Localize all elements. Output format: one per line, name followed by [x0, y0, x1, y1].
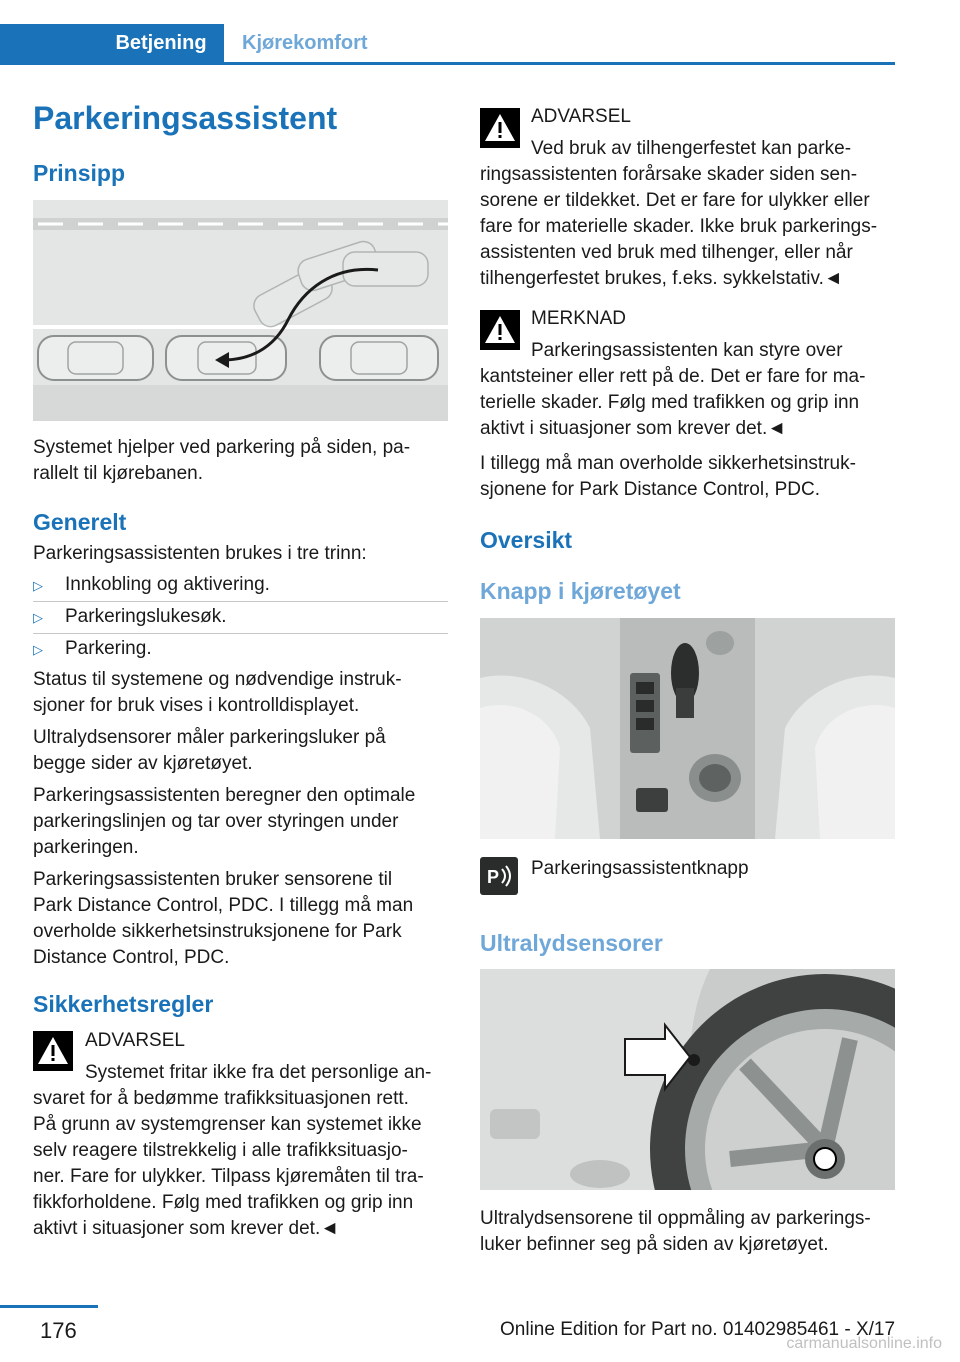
divider — [33, 633, 448, 634]
heading-knapp-i-kjoretoyet: Knapp i kjøretøyet — [480, 578, 681, 604]
general-intro: Parkeringsassistenten brukes i tre trinn: — [33, 543, 367, 564]
page-number: 176 — [40, 1318, 77, 1343]
warning-2-line-4: fare for materielle skader. Ikke bruk parkerings- — [480, 216, 878, 237]
warning-1-line-4: selv reagere tilstrekkelig i alle trafikksituasjo- — [33, 1140, 408, 1161]
tab-betjening[interactable]: Betjening — [98, 24, 224, 62]
general-p3-line-1: Parkeringsassistenten beregner den optimale — [33, 785, 416, 806]
extra-line-2: sjonene for Park Distance Control, PDC. — [480, 479, 821, 500]
heading-ultralydsensorer: Ultralydsensorer — [480, 930, 663, 956]
warning-2-title: ADVARSEL — [531, 106, 631, 127]
general-p2-line-1: Ultralydsensorer måler parkeringsluker på — [33, 727, 386, 748]
ultrasonic-sensor-photo — [480, 969, 895, 1190]
park-assist-button-icon — [480, 857, 518, 895]
general-p4-line-2: Park Distance Control, PDC. I tillegg må man — [33, 895, 414, 916]
warning-icon — [480, 310, 520, 350]
parking-principle-illustration — [33, 200, 448, 421]
tab-left-bar — [0, 24, 98, 62]
principle-caption-line-1: Systemet hjelper ved parkering på siden, pa- — [33, 437, 411, 458]
warning-1-title: ADVARSEL — [85, 1030, 185, 1051]
note-line-4: aktivt i situasjoner som krever det.◄ — [480, 418, 787, 439]
note-line-1: Parkeringsassistenten kan styre over — [531, 340, 843, 361]
warning-1-line-5: ner. Fare for ulykker. Tilpass kjøremåten til tra- — [33, 1166, 424, 1187]
console-button-photo — [480, 618, 895, 839]
warning-2-line-1: Ved bruk av tilhengerfestet kan parke- — [531, 138, 852, 159]
heading-sikkerhetsregler: Sikkerhetsregler — [33, 991, 214, 1017]
edition-text: Online Edition for Part no. 01402985461 - X/17 — [500, 1319, 896, 1340]
warning-1-line-2: svaret for å bedømme trafikksituasjonen rett. — [33, 1088, 409, 1109]
warning-1-line-3: På grunn av systemgrenser kan systemet ikke — [33, 1114, 422, 1135]
general-p2-line-2: begge sider av kjøretøyet. — [33, 753, 253, 774]
general-p3-line-3: parkeringen. — [33, 837, 139, 858]
list-item-label: Parkeringslukesøk. — [65, 606, 227, 627]
general-p1-line-1: Status til systemene og nødvendige instruk- — [33, 669, 402, 690]
principle-caption-line-2: rallelt til kjørebanen. — [33, 463, 204, 484]
list-item — [33, 604, 227, 631]
heading-oversikt: Oversikt — [480, 527, 573, 553]
list-item — [33, 636, 152, 663]
general-p4-line-4: Distance Control, PDC. — [33, 947, 230, 968]
list-item-label: Innkobling og aktivering. — [65, 574, 270, 595]
note-line-2: kantsteiner eller rett på de. Det er fare for ma- — [480, 366, 866, 387]
tab-kjorekomfort[interactable]: Kjørekomfort — [242, 32, 368, 54]
sensors-caption-line-2: luker befinner seg på siden av kjøretøyet. — [480, 1234, 829, 1255]
watermark: carmanualsonline.info — [786, 1335, 942, 1352]
warning-2-line-6: tilhengerfestet brukes, f.eks. sykkelstativ.◄ — [480, 268, 843, 289]
warning-icon — [33, 1031, 73, 1071]
warning-2-line-3: sorene er tildekket. Det er fare for ulykker eller — [480, 190, 870, 211]
warning-1-line-6: fikkforholdene. Følg med trafikken og grip inn — [33, 1192, 414, 1213]
general-p3-line-2: parkeringslinjen og tar over styringen under — [33, 811, 399, 832]
park-assist-button-label: Parkeringsassistentknapp — [531, 858, 749, 879]
heading-generelt: Generelt — [33, 509, 127, 535]
divider — [33, 601, 448, 602]
heading-prinsipp: Prinsipp — [33, 160, 126, 186]
bullet-triangle-icon: ▷ — [33, 578, 43, 593]
warning-1-line-1: Systemet fritar ikke fra det personlige an- — [85, 1062, 432, 1083]
svg-text:P: P — [487, 867, 500, 887]
warning-2-line-2: ringsassistenten forårsake skader siden sen- — [480, 164, 858, 185]
bullet-triangle-icon: ▷ — [33, 642, 43, 657]
page-title: Parkeringsassistent — [33, 100, 338, 136]
warning-2-line-5: assistenten ved bruk med tilhenger, eller når — [480, 242, 853, 263]
general-p4-line-1: Parkeringsassistenten bruker sensorene til — [33, 869, 393, 890]
bullet-triangle-icon: ▷ — [33, 610, 43, 625]
warning-icon — [480, 108, 520, 148]
list-item-label: Parkering. — [65, 638, 152, 659]
warning-1-line-7: aktivt i situasjoner som krever det.◄ — [33, 1218, 340, 1239]
general-p4-line-3: overholde sikkerhetsinstruksjonene for Park — [33, 921, 402, 942]
extra-line-1: I tillegg må man overholde sikkerhetsinstruk- — [480, 453, 856, 474]
footer-rule — [0, 1305, 98, 1308]
general-p1-line-2: sjoner for bruk vises i kontrolldisplayet. — [33, 695, 360, 716]
note-title: MERKNAD — [531, 308, 627, 329]
sensors-caption-line-1: Ultralydsensorene til oppmåling av parkerings- — [480, 1208, 871, 1229]
note-line-3: terielle skader. Følg med trafikken og grip inn — [480, 392, 860, 413]
list-item — [33, 572, 270, 599]
